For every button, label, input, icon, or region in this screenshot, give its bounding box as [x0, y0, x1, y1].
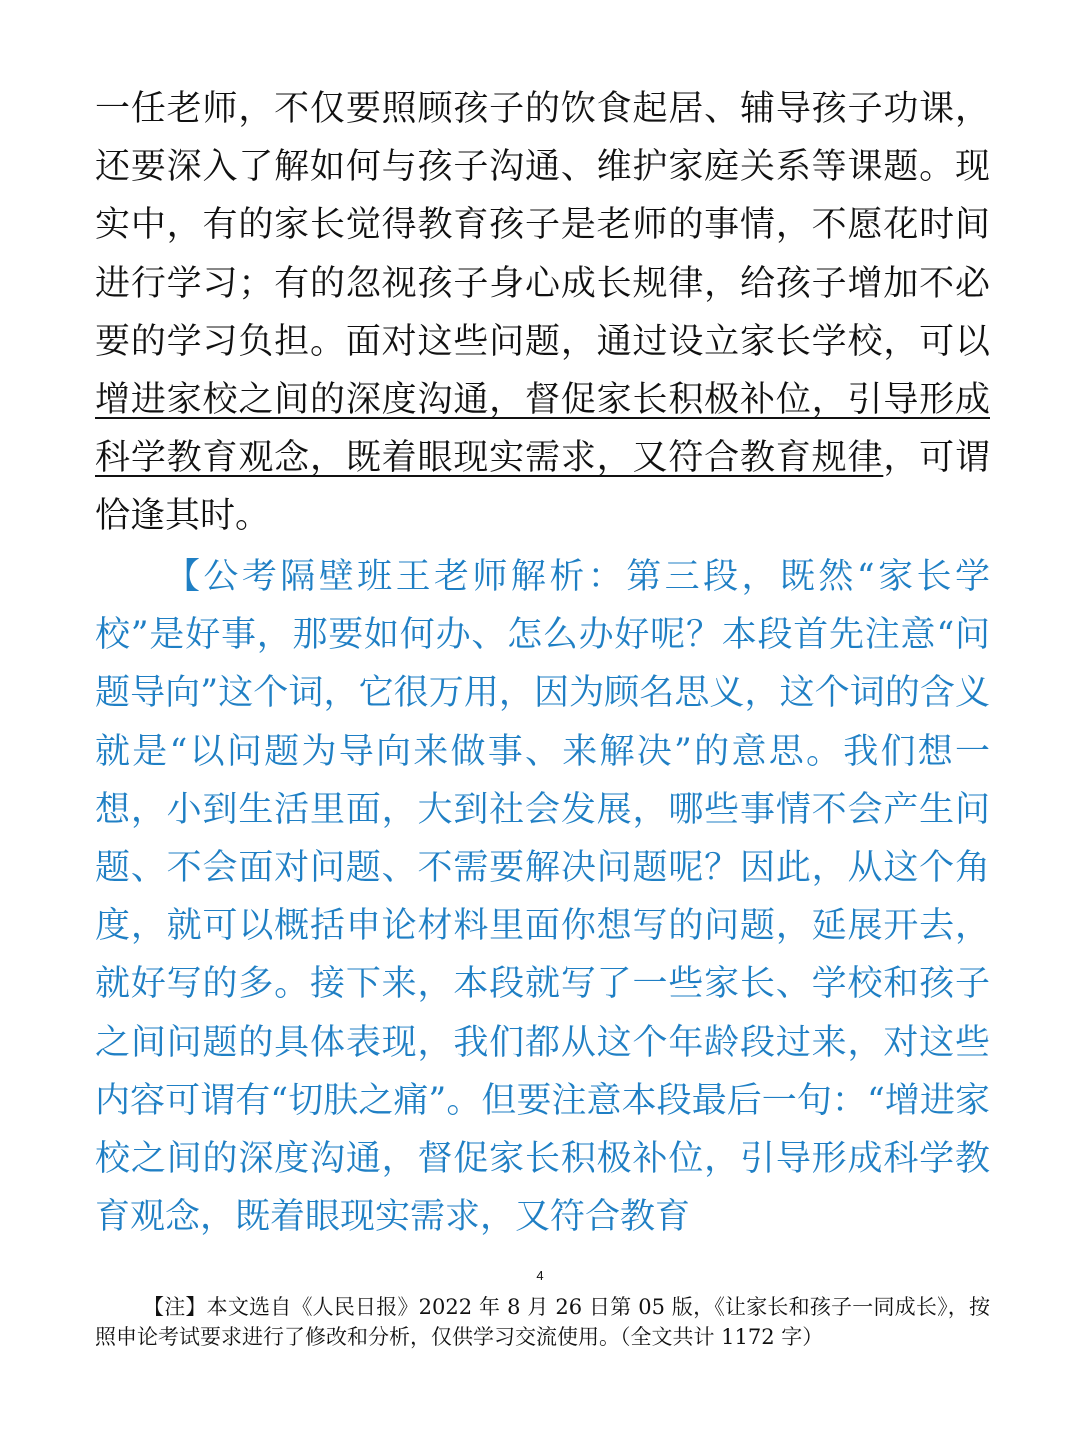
source-footnote: 【注】本文选自《人民日报》2022 年 8 月 26 日第 05 版，《让家长和孩子一同成长》，按照申论考试要求进行了修改和分析，仅供学习交流使用。（全文共计 1172 字）: [95, 1295, 990, 1349]
body-text-plain: 一任老师，不仅要照顾孩子的饮食起居、辅导孩子功课，还要深入了解如何与孩子沟通、维护家庭关系等课题。现实中，有的家长觉得教育孩子是老师的事情，不愿花时间进行学习；有的忽视孩子身心成长规律，给孩子增加不必要的学习负担。面对这些问题，通过设立家长学校，可以: [95, 89, 990, 362]
analysis-paragraph: 【公考隔壁班王老师解析：第三段，既然“家长学校”是好事，那要如何办、怎么办好呢？本段首先注意“问题导向”这个词，它很万用，因为顾名思义，这个词的含义就是“以问题为导向来做事、来解决”的意思。我们想一想，小到生活里面，大到社会发展，哪些事情不会产生问题、不会面对问题、不需要解决问题呢？因此，从这个角度，就可以概括申论材料里面你想写的问题，延展开去，就好写的多。接下来，本段就写了一些家长、学校和孩子之间问题的具体表现，我们都从这个年龄段过来，对这些内容可谓有“切肤之痛”。但要注意本段最后一句：“增进家校之间的深度沟通，督促家长积极补位，引导形成科学教育观念，既着眼现实需求，又符合教育: [95, 557, 990, 1238]
body-text-ending: ，可谓恰逢其时。: [95, 438, 990, 537]
underlined-key-sentence: 增进家校之间的深度沟通，督促家长积极补位，引导形成科学教育观念，既着眼现实需求，又符合教育规律: [95, 380, 990, 479]
body-paragraph: [95, 80, 990, 546]
page-number: 4: [536, 1268, 544, 1283]
